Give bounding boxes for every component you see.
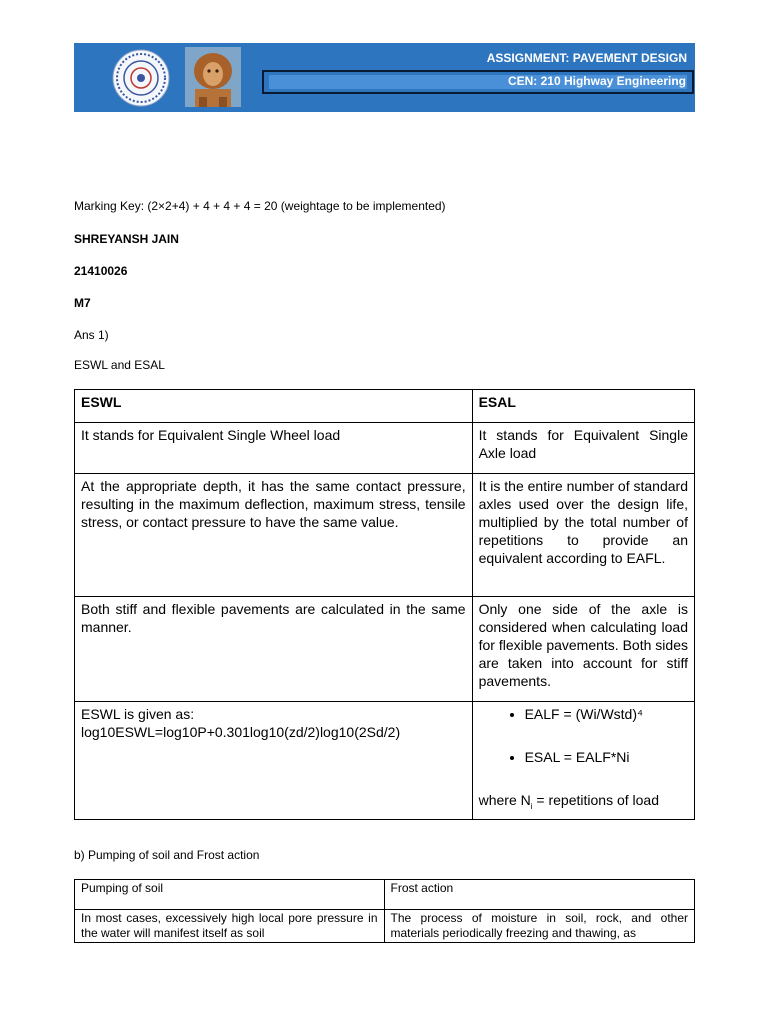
eswl-header-cell	[75, 390, 473, 423]
frost-header: Frost action	[384, 880, 695, 910]
table-cell: The process of moisture in soil, rock, and other materials periodically freezing and thawing, as	[384, 910, 695, 943]
eswl-formula: log10ESWL=log10P+0.301log10(zd/2)log10(2Sd/2)	[81, 724, 401, 740]
list-item: • EALF = (Wi/Wstd)⁴	[525, 705, 688, 723]
eswl-esal-table	[74, 389, 695, 820]
table-cell	[472, 702, 694, 820]
esal-header-cell	[472, 390, 694, 423]
table-cell: Both stiff and flexible pavements are calculated in the same manner.	[75, 597, 473, 702]
institute-seal-icon	[110, 48, 172, 108]
table-cell: In most cases, excessively high local pore pressure in the water will manifest itself as soil	[75, 910, 385, 943]
repetitions-note	[479, 791, 688, 816]
eswl-header: ESWL	[81, 394, 122, 410]
lion-statue-icon	[185, 47, 241, 107]
list-item: • ESAL = EALF*Ni	[525, 748, 688, 766]
table-cell: It stands for Equivalent Single Wheel load	[75, 423, 473, 474]
table-cell: Only one side of the axle is considered when calculating load for flexible pavements. Both sides are taken into account for stiff pavements.	[472, 597, 694, 702]
note-suffix: = repetitions of load	[532, 792, 659, 808]
esal-formula-list	[479, 705, 688, 766]
table-row	[75, 880, 695, 910]
table-cell	[75, 702, 473, 820]
table-cell: At the appropriate depth, it has the same contact pressure, resulting in the maximum deflection, maximum stress, tensile stress, or contact pressure to have the same value.	[75, 474, 473, 597]
table-cell: It is the entire number of standard axles used over the design life, multiplied by the total number of repetitions to provide an equivalent according to EAFL.	[472, 474, 694, 597]
table-row	[75, 702, 695, 820]
pumping-header: Pumping of soil	[75, 880, 385, 910]
section-b-title: b) Pumping of soil and Frost action	[74, 848, 260, 862]
student-id: 21410026	[74, 264, 128, 278]
table-row	[75, 474, 695, 597]
table-row	[75, 423, 695, 474]
table-cell: It stands for Equivalent Single Axle load	[472, 423, 694, 474]
table-row	[75, 910, 695, 943]
table-row	[75, 390, 695, 423]
course-box	[262, 70, 694, 94]
answer-label: Ans 1)	[74, 328, 109, 342]
pumping-frost-table	[74, 879, 695, 943]
section-a-title: ESWL and ESAL	[74, 358, 165, 372]
table-row	[75, 597, 695, 702]
esal-header: ESAL	[478, 394, 516, 410]
student-name: SHREYANSH JAIN	[74, 232, 179, 246]
group-code: M7	[74, 296, 91, 310]
assignment-title: ASSIGNMENT: PAVEMENT DESIGN	[486, 51, 687, 65]
marking-key: Marking Key: (2×2+4) + 4 + 4 + 4 = 20 (weightage to be implemented)	[74, 199, 446, 213]
note-subscript: i	[530, 801, 533, 811]
document-header	[74, 43, 695, 112]
note-prefix: where N	[478, 792, 531, 808]
course-title: CEN: 210 Highway Engineering	[507, 74, 686, 88]
eswl-formula-label: ESWL is given as:	[81, 706, 195, 722]
